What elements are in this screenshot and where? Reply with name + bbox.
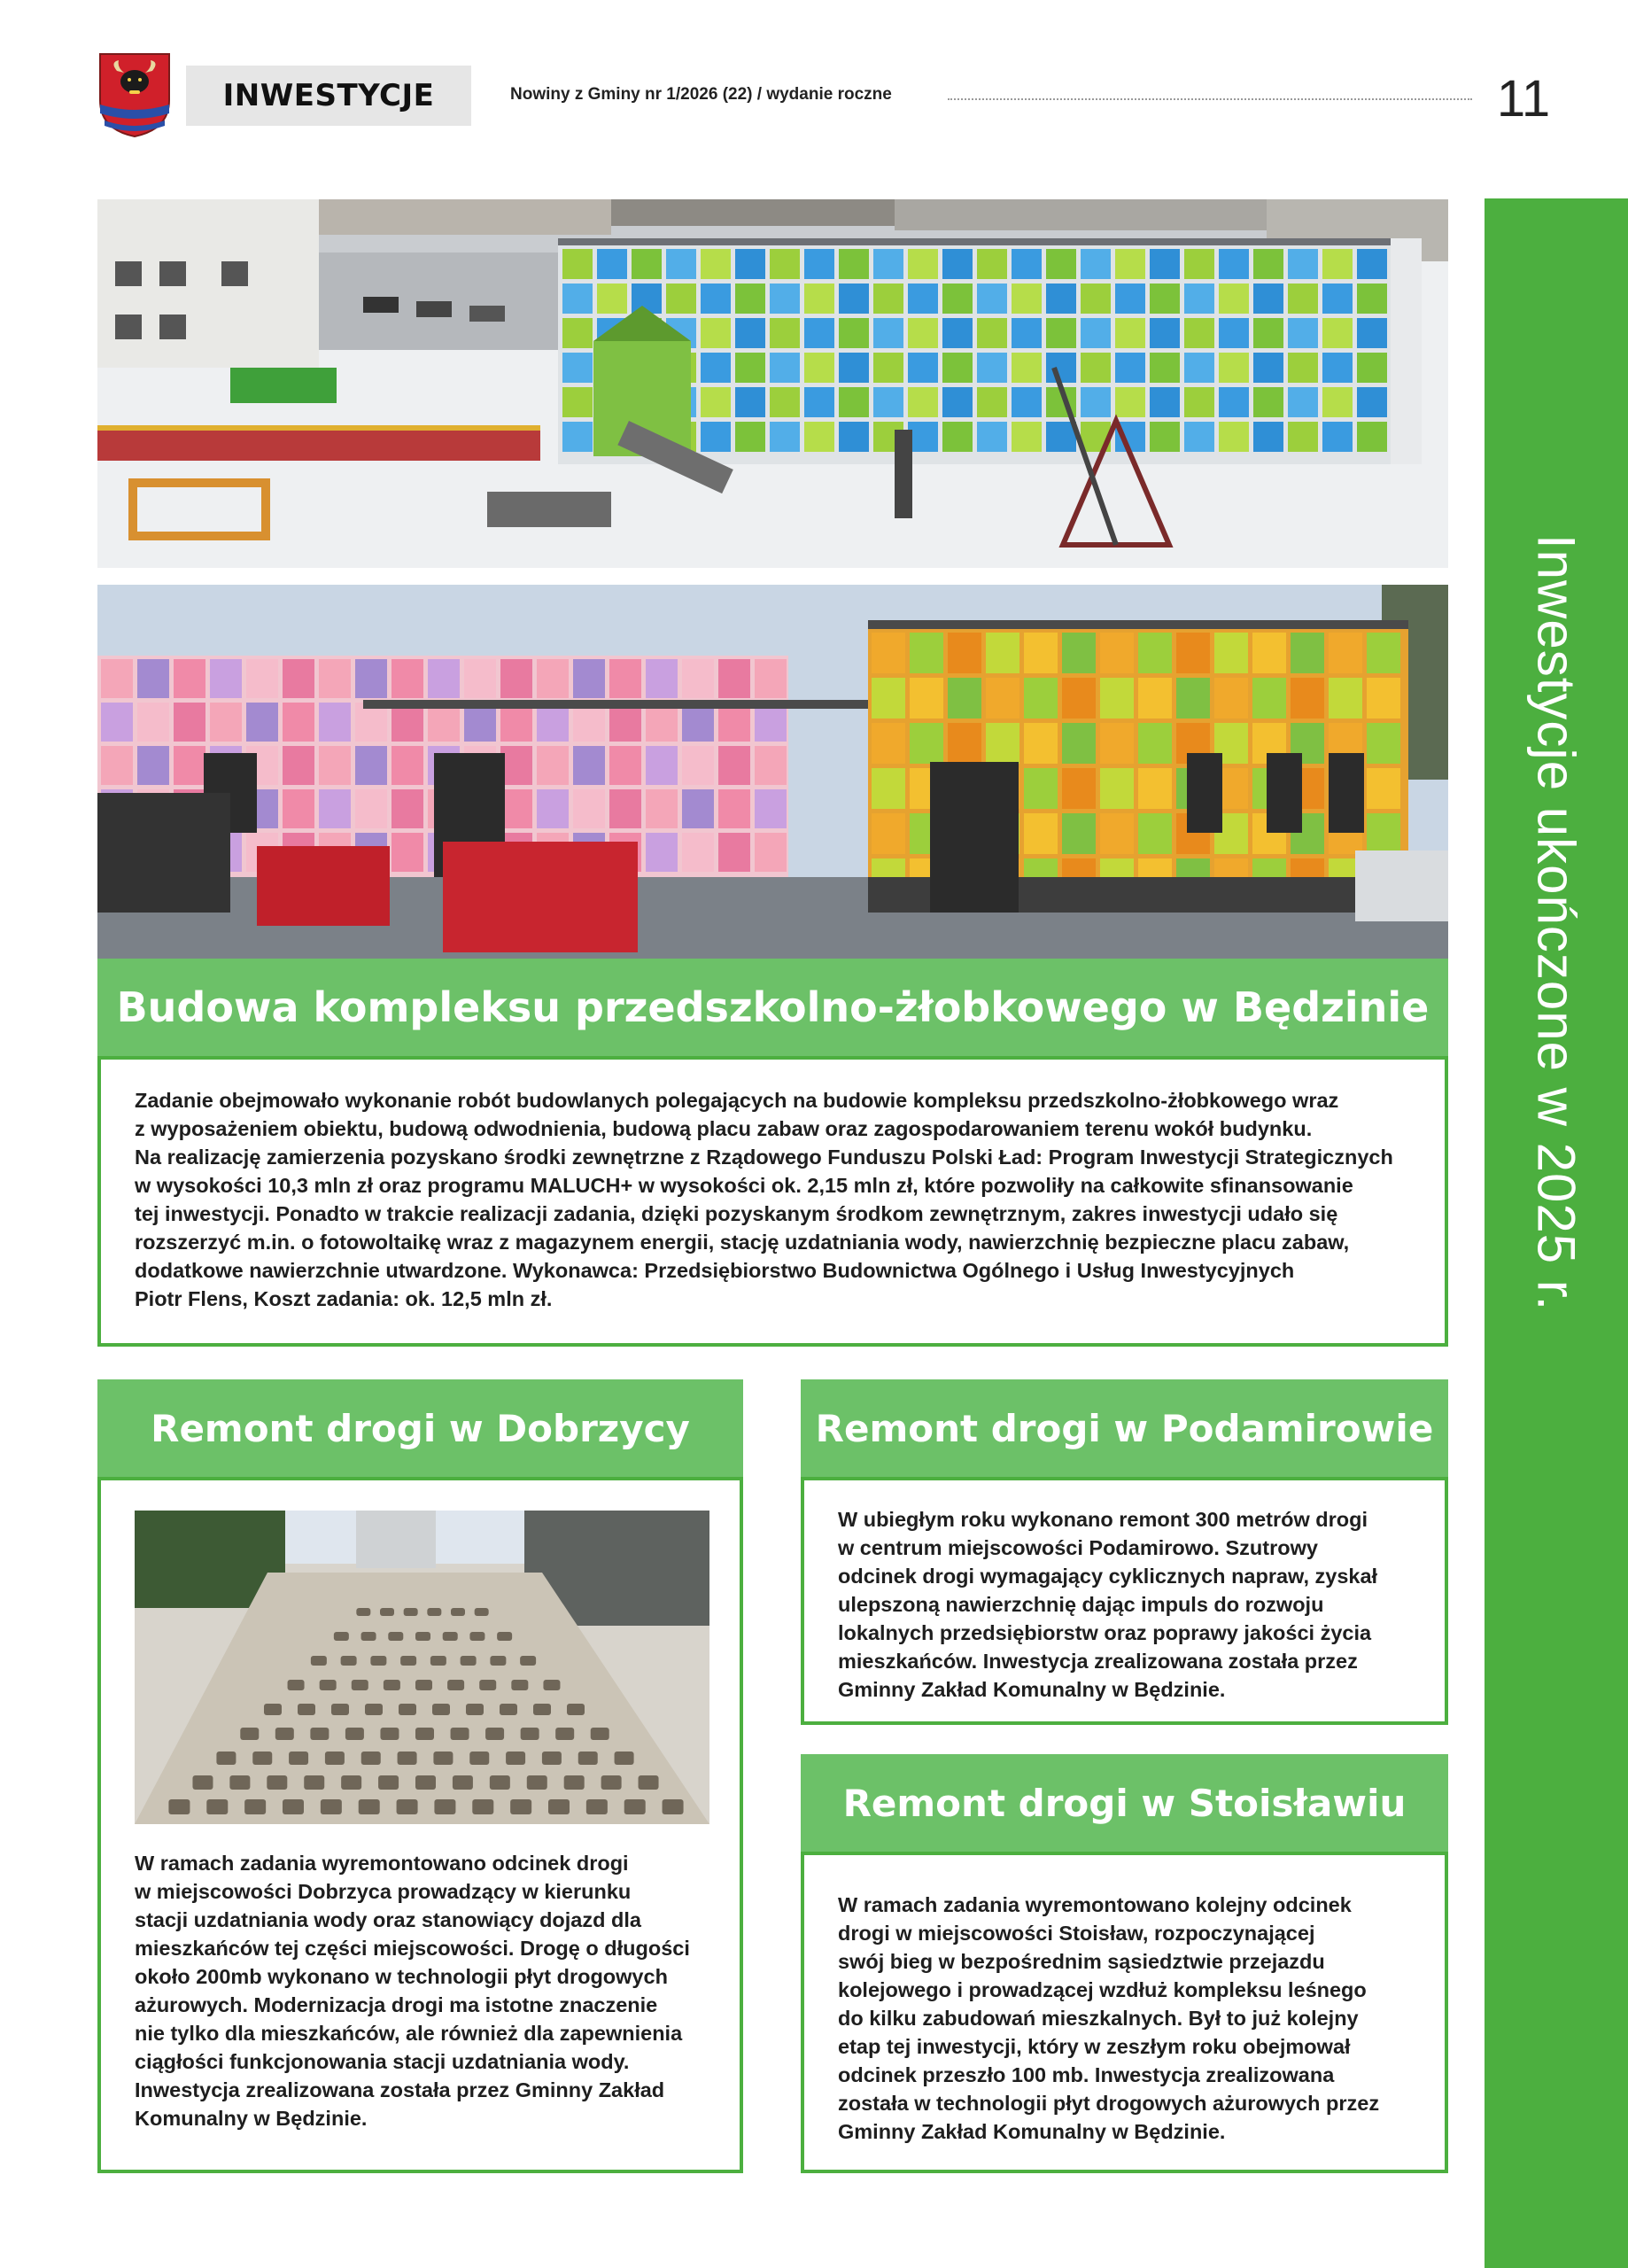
main-article-title: Budowa kompleksu przedszkolno-żłobkowego w Będzinie [116,983,1430,1031]
page-number: 11 [1496,70,1551,128]
podamirowo-text [838,1505,1377,1704]
text-line: dodatkowe nawierzchnie utwardzone. Wykonawca: Przedsiębiorstwo Budownictwa Ogólnego i Usług Inwestycyjnych [135,1259,1295,1282]
photo-playground-aerial [97,199,1448,568]
text-line: z wyposażeniem obiektu, budową odwodnienia, budową placu zabaw oraz zagospodarowaniem terenu wokół budynku. [135,1117,1313,1140]
podamirowo-box [801,1477,1448,1725]
text-line: Inwestycja zrealizowana została przez Gminny Zakład [135,2078,665,2101]
text-line: W ubiegłym roku wykonano remont 300 metrów drogi [838,1508,1368,1531]
dobrzyca-text [135,1849,690,2132]
text-line: stacji uzdatniania wody oraz stanowiący dojazd dla [135,1908,641,1931]
coat-of-arms-logo [97,51,172,138]
podamirowo-title: Remont drogi w Podamirowie [815,1406,1434,1450]
text-line: tej inwestycji. Ponadto w trakcie realizacji zadania, dzięki pozyskanym środkom zewnętrznym, zakres inwestycji udało się [135,1202,1338,1225]
sidebar-label [1485,198,1628,2268]
stoislaw-title-bar [801,1754,1448,1852]
text-line: lokalnych przedsiębiorstw oraz poprawy jakości życia [838,1621,1372,1644]
text-line: mieszkańców. Inwestycja zrealizowana została przez [838,1650,1358,1673]
text-line: Na realizację zamierzenia pozyskano środki zewnętrzne z Rządowego Funduszu Polski Ład: Program Inwestycji Strategicznych [135,1146,1393,1169]
photo-dobrzyca-road [135,1511,709,1824]
stoislaw-box [801,1852,1448,2173]
text-line: W ramach zadania wyremontowano odcinek drogi [135,1852,629,1875]
sidebar-text: Inwestycje ukończone w 2025 r. [1526,534,1586,1312]
text-line: W ramach zadania wyremontowano kolejny odcinek [838,1893,1352,1916]
text-line: nie tylko dla mieszkańców, ale również dla zapewnienia [135,2022,683,2045]
podamirowo-title-bar [801,1379,1448,1477]
stoislaw-title: Remont drogi w Stoisławiu [842,1781,1407,1825]
header-divider [948,98,1472,100]
text-line: mieszkańców tej części miejscowości. Drogę o długości [135,1937,690,1960]
dobrzyca-title: Remont drogi w Dobrzycy [151,1406,690,1450]
main-article-text [135,1086,1393,1313]
dobrzyca-box [97,1477,743,2173]
photo-building-facade [97,585,1448,959]
dobrzyca-title-bar [97,1379,743,1477]
text-line: swój bieg w bezpośrednim sąsiedztwie przejazdu [838,1950,1325,1973]
text-line: Komunalny w Będzinie. [135,2107,368,2130]
text-line: została w technologii płyt drogowych ażurowych przez [838,2092,1380,2115]
text-line: Gminny Zakład Komunalny w Będzinie. [838,2120,1226,2143]
text-line: w miejscowości Dobrzyca prowadzący w kierunku [135,1880,632,1903]
text-line: odcinek drogi wymagający cyklicznych napraw, zyskał [838,1565,1378,1588]
section-tab: INWESTYCJE [186,66,471,126]
text-line: Piotr Flens, Koszt zadania: ok. 12,5 mln zł. [135,1287,553,1310]
issue-info: Nowiny z Gminy nr 1/2026 (22) / wydanie roczne [510,85,892,104]
text-line: Zadanie obejmowało wykonanie robót budowlanych polegających na budowie kompleksu przedszkolno-żłobkowego wraz [135,1089,1339,1112]
text-line: drogi w miejscowości Stoisław, rozpoczynającej [838,1922,1315,1945]
text-line: do kilku zabudowań mieszkalnych. Był to już kolejny [838,2007,1359,2030]
text-line: ażurowych. Modernizacja drogi ma istotne znaczenie [135,1993,658,2016]
text-line: rozszerzyć m.in. o fotowoltaikę wraz z magazynem energii, stację uzdatniania wody, nawierzchnię bezpieczne placu zabaw, [135,1231,1350,1254]
text-line: Gminny Zakład Komunalny w Będzinie. [838,1678,1226,1701]
text-line: w wysokości 10,3 mln zł oraz programu MALUCH+ w wysokości ok. 2,15 mln zł, które pozwoliły na całkowite sfinansowanie [135,1174,1353,1197]
text-line: odcinek przeszło 100 mb. Inwestycja zrealizowana [838,2063,1335,2086]
text-line: etap tej inwestycji, który w zeszłym roku obejmował [838,2035,1351,2058]
stoislaw-text [838,1891,1379,2146]
text-line: w centrum miejscowości Podamirowo. Szutrowy [838,1536,1318,1559]
text-line: ulepszoną nawierzchnię dając impuls do rozwoju [838,1593,1324,1616]
text-line: ciągłości funkcjonowania stacji uzdatniania wody. [135,2050,630,2073]
text-line: około 200mb wykonano w technologii płyt drogowych [135,1965,668,1988]
main-article-box [97,1056,1448,1347]
main-article-title-bar [97,959,1448,1056]
text-line: kolejowego i prowadzącej wzdłuż kompleksu leśnego [838,1978,1367,2001]
